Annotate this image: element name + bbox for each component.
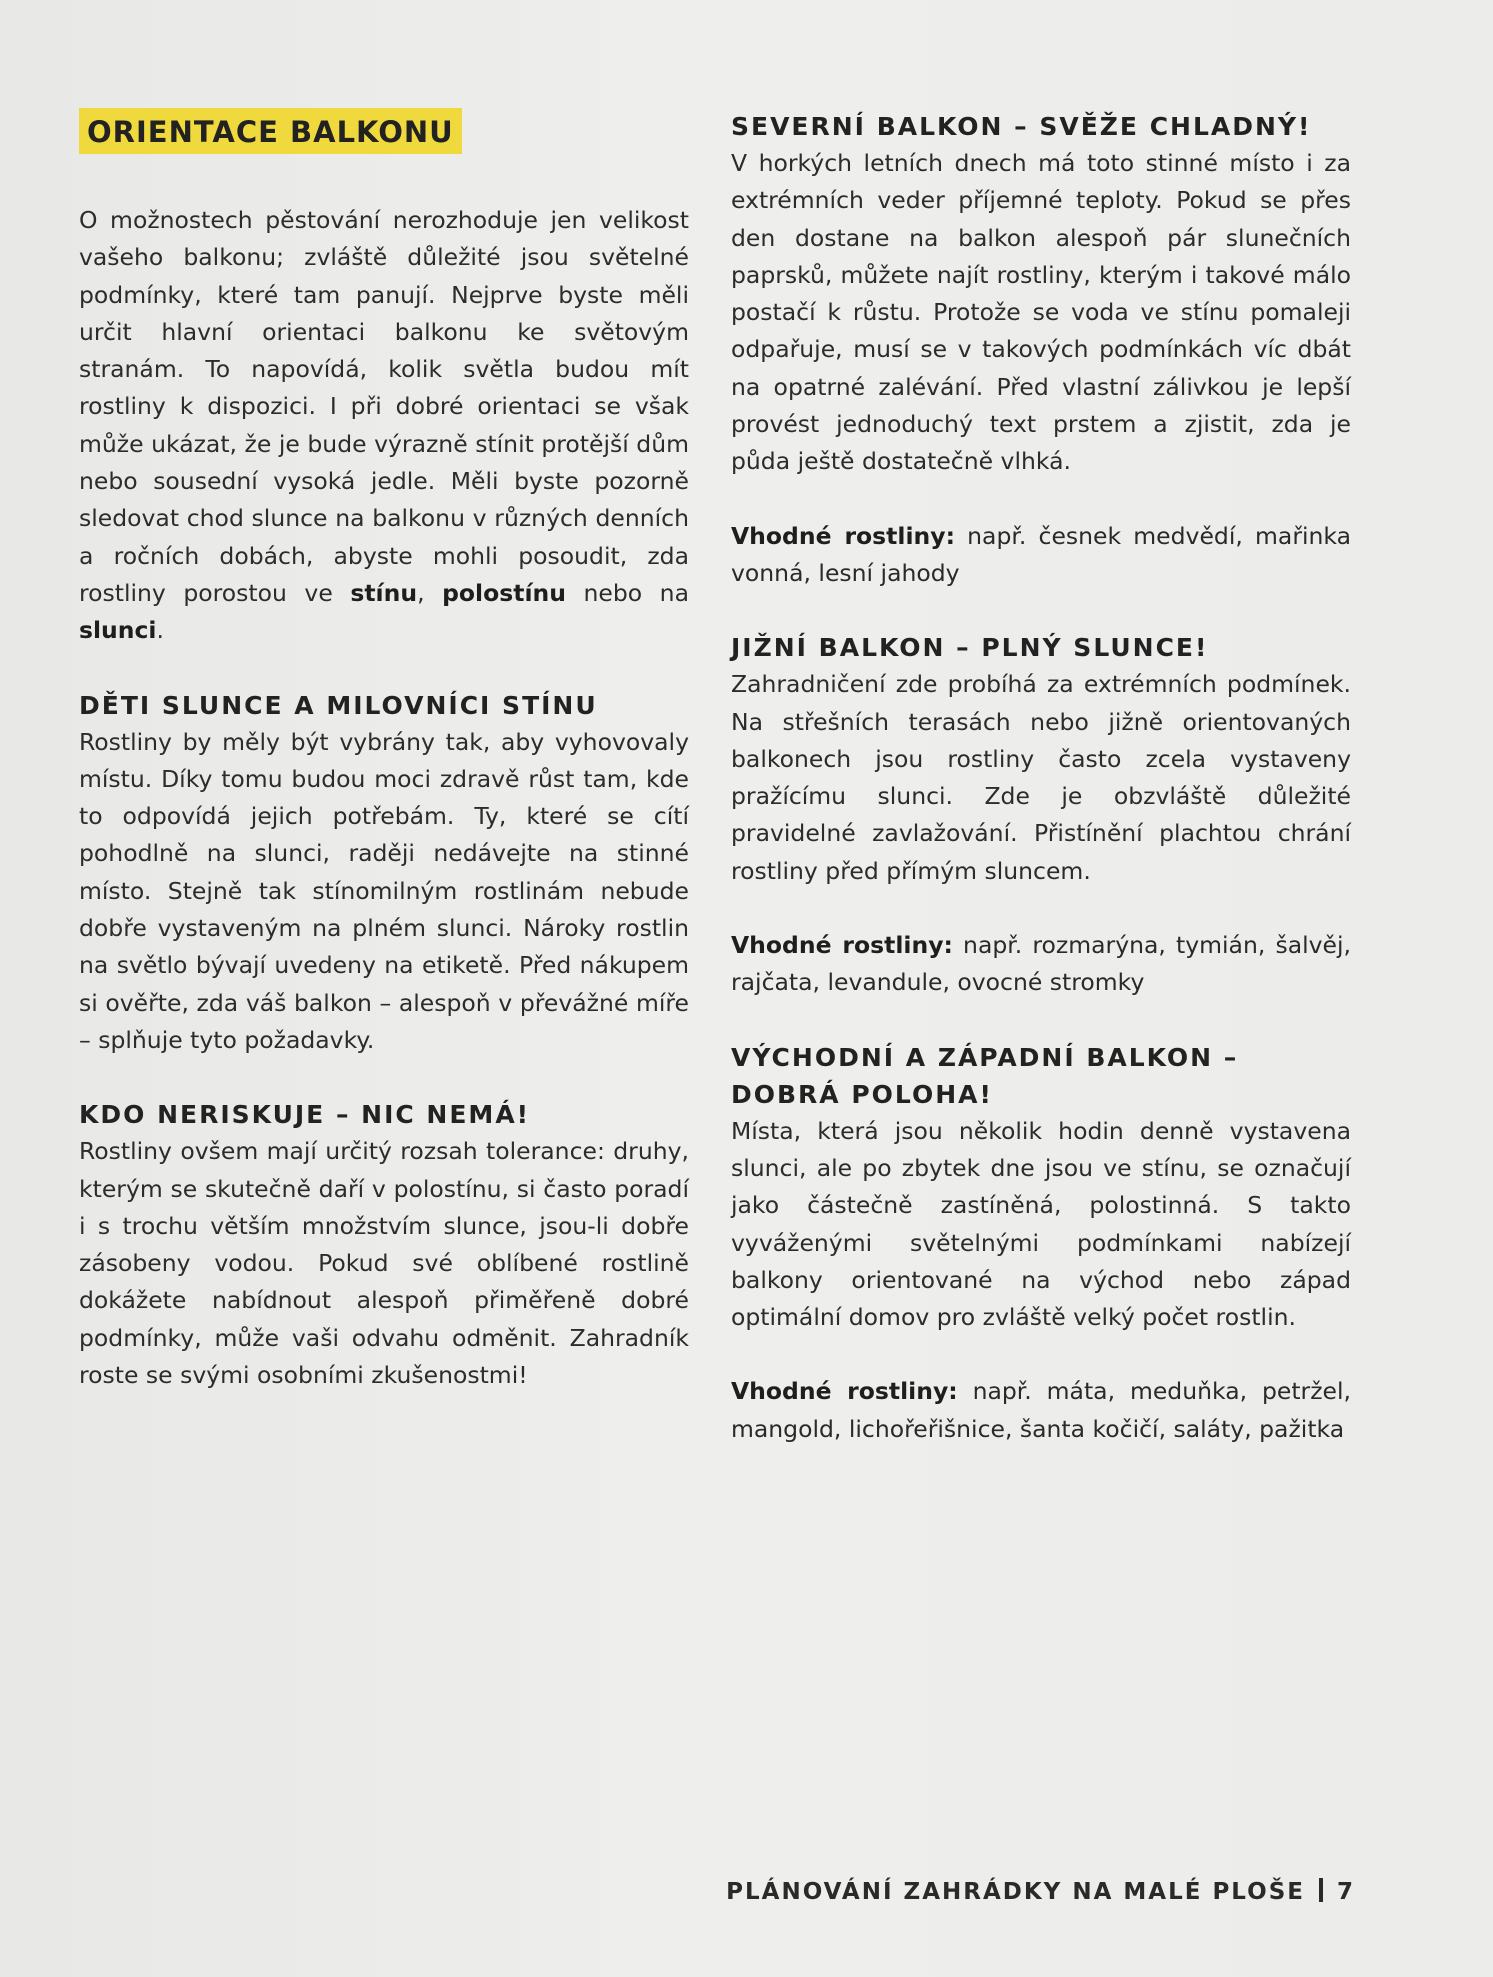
intro-text: , xyxy=(417,578,443,607)
right-column xyxy=(731,108,1351,1448)
spacer xyxy=(731,481,1351,518)
north-balcony-paragraph: V horkých letních dnech má toto stinné místo i za extrémních veder příjemné teploty. Pokud se přes den dostane na balkon alespoň pár slunečních paprsků, můžete najít rostliny, kterým i takové málo postačí k růstu. Protože se voda ve stínu pomaleji odpařuje, musí se v takových podmínkách víc dbát na opatrné zalévání. Před vlastní zálivkou je lepší provést jednoduchý text prstem a zjistit, zda je půda ještě dostatečně vlhká. xyxy=(731,149,1351,476)
heading-north-balcony: SEVERNÍ BALKON – SVĚŽE CHLADNÝ! xyxy=(731,112,1312,141)
heading-east-west-balcony: VÝCHODNÍ A ZÁPADNÍ BALKON – DOBRÁ POLOHA! xyxy=(731,1042,1239,1109)
south-plants xyxy=(731,927,1351,1002)
north-plants xyxy=(731,518,1351,593)
plants-list: např. rozmarýna, tymián, šalvěj, rajčata, levandule, ovocné stromky xyxy=(731,931,1351,997)
emphasis-shade: stínu xyxy=(350,578,418,607)
intro-text: O možnostech pěstování nerozhoduje jen velikost vašeho balkonu; zvláště důležité jsou světelné podmínky, které tam panují. Nejprve byste měli určit hlavní orientaci balkonu ke světovým stranám. To napovídá, kolik světla budou mít rostliny k dispozici. I při dobré orientaci se však může ukázat, že je bude výrazně stínit protější dům nebo sousední vysoká jedle. Měli byste pozorně sledovat chod slunce na balkonu v různých denních a ročních dobách, abyste mohli posoudit, zda rostliny porostou ve xyxy=(79,206,689,607)
spacer xyxy=(731,890,1351,927)
spacer xyxy=(731,1336,1351,1373)
page-number: 7 xyxy=(1336,1879,1355,1905)
plants-list: např. česnek medvědí, mařinka vonná, lesní jahody xyxy=(731,521,1352,587)
plants-list: např. máta, meduňka, petržel, mangold, lichořeřišnice, šanta kočičí, saláty, pažitka xyxy=(731,1377,1352,1443)
sun-and-shade-paragraph: Rostliny by měly být vybrány tak, aby vyhovovaly místu. Díky tomu budou moci zdravě růst tam, kde to odpovídá jejich potřebám. Ty, které se cítí pohodlně na slunci, raději nedávejte na stinné místo. Stejně tak stínomilným rostlinám nebude dobře vystaveným na plném slunci. Nároky rostlin na světlo bývají uvedeny na etiketě. Před nákupem si ověřte, zda váš balkon – alespoň v převážné míře – splňuje tyto požadavky. xyxy=(79,727,689,1054)
east-west-balcony-paragraph: Místa, která jsou několik hodin denně vystavena slunci, ale po zbytek dne jsou ve stínu, se označují jako částečně zastíněná, polostinná. S takto vyváženými světelnými podmínkami nabízejí balkony orientované na východ nebo západ optimální domov pro zvláště velký počet rostlin. xyxy=(731,1116,1351,1332)
left-column xyxy=(79,108,689,1394)
plants-label: Vhodné rostliny: xyxy=(731,521,955,550)
spacer xyxy=(731,1002,1351,1039)
intro-paragraph xyxy=(79,202,689,650)
footer-separator xyxy=(1319,1878,1323,1902)
spacer xyxy=(79,1059,689,1096)
emphasis-sun: slunci xyxy=(79,616,157,645)
heading-sun-and-shade: DĚTI SLUNCE A MILOVNÍCI STÍNU xyxy=(79,690,598,720)
heading-no-risk: KDO NERISKUJE – NIC NEMÁ! xyxy=(79,1100,531,1130)
intro-text: . xyxy=(156,616,164,645)
east-west-plants xyxy=(731,1373,1351,1448)
spacer xyxy=(79,650,689,687)
spacer xyxy=(731,592,1351,629)
emphasis-partial-shade: polostínu xyxy=(442,578,566,607)
plants-label: Vhodné rostliny: xyxy=(731,1377,958,1406)
plants-label: Vhodné rostliny: xyxy=(731,931,953,960)
intro-text: nebo na xyxy=(565,578,689,607)
section-badge: ORIENTACE BALKONU xyxy=(79,108,462,154)
page-footer xyxy=(726,1878,1355,1905)
heading-south-balcony: JIŽNÍ BALKON – PLNÝ SLUNCE! xyxy=(731,633,1209,663)
south-balcony-paragraph: Zahradničení zde probíhá za extrémních podmínek. Na střešních terasách nebo jižně orientovaných balkonech jsou rostliny často zcela vystaveny pražícímu slunci. Zde je obzvláště důležité pravidelné zavlažování. Přistínění plachtou chrání rostliny před přímým sluncem. xyxy=(731,670,1351,885)
no-risk-paragraph: Rostliny ovšem mají určitý rozsah tolerance: druhy, kterým se skutečně daří v polostínu, si často poradí i s trochu větším množstvím slunce, jsou-li dobře zásobeny vodou. Pokud své oblíbené rostlině dokážete nabídnout alespoň přiměřeně dobré podmínky, může vaši odvahu odměnit. Zahradník roste se svými osobními zkušenostmi! xyxy=(79,1137,689,1390)
footer-title: PLÁNOVÁNÍ ZAHRÁDKY NA MALÉ PLOŠE xyxy=(726,1879,1305,1905)
